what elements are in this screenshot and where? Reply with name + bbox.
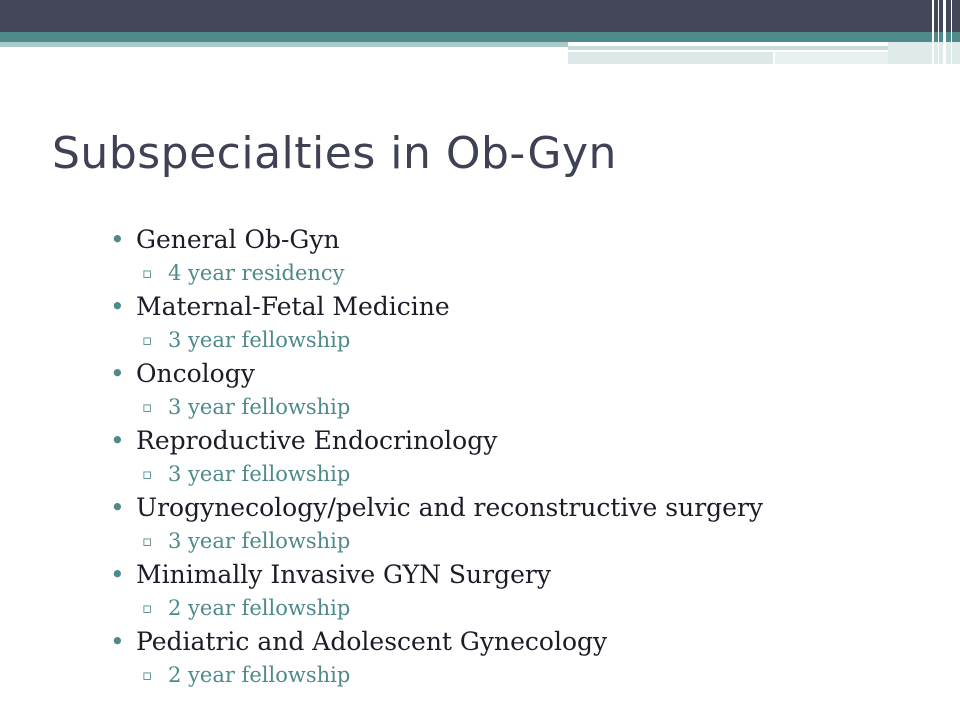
header-band: [0, 0, 960, 32]
bullet-icon: •: [110, 359, 125, 388]
list-sub-item-text: 3 year fellowship: [168, 529, 351, 553]
list-item-label: Oncology: [136, 359, 255, 388]
bullet-icon: •: [110, 627, 125, 656]
header-accent-band: [0, 32, 960, 42]
list-item-label: Reproductive Endocrinology: [136, 426, 498, 455]
square-bullet-icon: ▫: [142, 532, 153, 550]
square-bullet-icon: ▫: [142, 398, 153, 416]
list-item-label: Urogynecology/pelvic and reconstructive surgery: [136, 493, 764, 522]
list-sub-item-text: 3 year fellowship: [168, 328, 351, 352]
list-sub-item: [110, 593, 930, 624]
list-sub-item-text: 2 year fellowship: [168, 663, 351, 687]
bullet-icon: •: [110, 225, 125, 254]
slide-title: Subspecialties in Ob-Gyn: [52, 128, 617, 179]
bullet-icon: •: [110, 292, 125, 321]
square-bullet-icon: ▫: [142, 599, 153, 617]
square-bullet-icon: ▫: [142, 264, 153, 282]
square-bullet-icon: ▫: [142, 331, 153, 349]
list-sub-item: [110, 459, 930, 490]
list-item: [110, 222, 930, 258]
square-bullet-icon: ▫: [142, 465, 153, 483]
list-sub-item-text: 2 year fellowship: [168, 596, 351, 620]
subspecialty-list: [110, 222, 930, 691]
list-item: [110, 289, 930, 325]
list-item-label: Minimally Invasive GYN Surgery: [136, 560, 551, 589]
bullet-icon: •: [110, 426, 125, 455]
bullet-icon: •: [110, 493, 125, 522]
header-decor-line: [0, 42, 568, 47]
bullet-icon: •: [110, 560, 125, 589]
list-sub-item: [110, 392, 930, 423]
list-sub-item-text: 3 year fellowship: [168, 462, 351, 486]
list-item-label: Maternal-Fetal Medicine: [136, 292, 450, 321]
list-item-label: General Ob-Gyn: [136, 225, 340, 254]
list-item: [110, 423, 930, 459]
header-decor-line: [775, 52, 888, 64]
list-item: [110, 557, 930, 593]
list-sub-item-text: 3 year fellowship: [168, 395, 351, 419]
list-item: [110, 624, 930, 660]
list-item: [110, 490, 930, 526]
header-decor-vertical-lines: [930, 0, 960, 64]
list-item-label: Pediatric and Adolescent Gynecology: [136, 627, 608, 656]
list-sub-item: [110, 258, 930, 289]
header-decor-line: [568, 52, 773, 64]
list-item: [110, 356, 930, 392]
list-sub-item: [110, 660, 930, 691]
list-sub-item: [110, 526, 930, 557]
header-decor-line: [568, 46, 888, 50]
list-sub-item-text: 4 year residency: [168, 261, 345, 285]
list-sub-item: [110, 325, 930, 356]
square-bullet-icon: ▫: [142, 666, 153, 684]
